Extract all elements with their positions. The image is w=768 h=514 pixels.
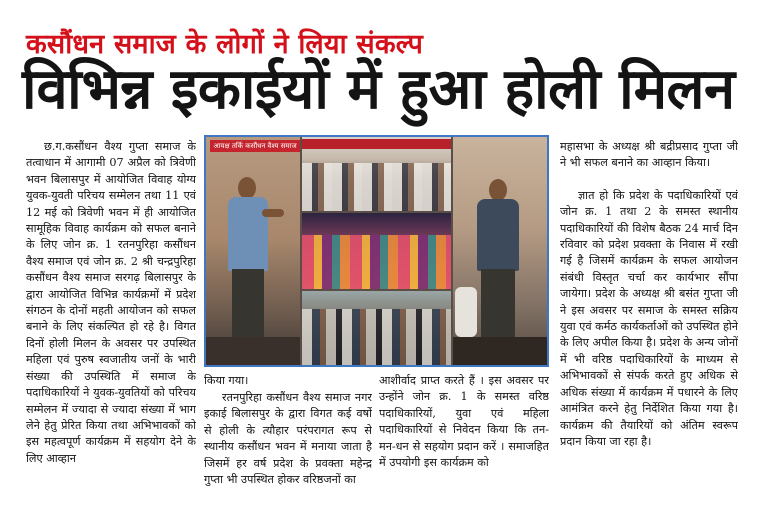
photo-man-speaking-right <box>453 137 547 365</box>
article-column-2 <box>204 390 372 500</box>
kicker-headline: कसौंधन समाज के लोगों ने लिया संकल्प <box>26 29 424 60</box>
paragraph: महासभा के अध्यक्ष श्री बद्रीप्रसाद गुप्ता जी ने भी सफल बनाने का आव्हान किया। <box>560 140 738 170</box>
main-headline: विभिन्न इकाईयों में हुआ होली मिलन <box>22 57 735 122</box>
photo-seated-men <box>302 137 451 211</box>
paragraph: रतनपुरिहा कसौंधन वैश्य समाज नगर इकाई बिलासपुर के द्वारा विगत कई वर्षो से होली के त्यौहार परंपरागत रूप से स्थानीय कसौंधन भवन में मनाया जाता है जिसमें हर वर्ष प्रदेश के प्रवक्ता महेन्द्र गुप्ता भी उपस्थित होकर वरिष्ठजनों का <box>204 391 372 487</box>
article-column-3 <box>379 373 549 501</box>
article-column-2-top <box>204 373 372 389</box>
photo-banner: आयक्ष तर्कि कसौंधन वैश्य समाज <box>210 140 300 152</box>
photo-seated-women <box>302 213 451 289</box>
paragraph: आशीर्वाद प्राप्त करते हैं । इस अवसर पर उन्होंने जोन क्र. 1 के समस्त वरिष्ठ पदाधिकारियों, युवा एवं महिला पदाधिकारियों से निवेदन किया कि तन-मन-धन से सहयोग प्रदान करें । समाजहित में उपयोगी इस कार्यक्रम को <box>379 374 549 470</box>
paragraph: छ.ग.कसौंधन वैश्य गुप्ता समाज के तत्वाधान में आगामी 07 अप्रैल को त्रिवेणी भवन बिलासपुर में आयोजित विवाह योग्य युवक-युवती परिचय सम्मेलन तथा 11 एवं 12 मई को त्रिवेणी भवन में ही आयोजित सामूहिक विवाह कार्यक्रम को सफल बनाने के लिए जोन क्र. 1 रतनपुरिहा कसौंधन वैश्य समाज एवं जोन क्र. 2 श्री चन्द्रपुरिहा कसौंधन वैश्य समाज सरगढ़ बिलासपुर के द्वारा आयोजित विभिन्न कार्यक्रमों में प्रदेश संगठन के दोनों महती आयोजन को सफल बनाने के लिए संकल्पित हो रहे है। विगत दिनों होली मिलन के अवसर पर उपस्थित महिला एवं पुरुष स्वजातीय जनों के भारी संख्या की उपस्थिति में समाज के पदाधिकारियों ने युवक-युवतियों को परिचय सम्मेलन में ज्यादा से ज्यादा संख्या में भाग लेने हेतु प्रेरित किया तथा अभिभावकों को इस महत्वपूर्ण कार्यक्रम में सहयोग देने के लिए आव्हान <box>26 140 196 465</box>
photo-group-gathering <box>302 291 451 365</box>
paragraph: किया गया। <box>204 374 249 387</box>
article-column-1 <box>26 139 196 501</box>
paragraph: ज्ञात हो कि प्रदेश के पदाधिकारियों एवं जोन क्र. 1 तथा 2 के समस्त स्थानीय पदाधिकारियों की विशेष बैठक 24 मार्च दिन रविवार को प्रदेश प्रवक्ता के निवास में रखी गई है जिसमें कार्यक्रम के सफल आयोजन संबंधी विस्तृत चर्चा कर कार्यभार सौंपा जायेगा। प्रदेश के अध्यक्ष श्री बसंत गुप्ता जी ने इस अवसर पर समाज के समस्त सक्रिय युवा एवं कर्मठ कार्यकर्ताओं को उपस्थित होने के लिए अपील किया है। प्रदेश के अन्य जोनों में भी वरिष्ठ पदाधिकारियों के माध्यम से अभिभावकों से संपर्क करते हुए अधिक से अधिक संख्या में कार्यक्रम में पधारने के लिए आमंत्रित करने हेतु निर्देशित किया गया है। कार्यक्रम की तैयारियों को अंतिम स्वरूप प्रदान किया जा रहा है। <box>560 188 738 448</box>
article-column-4 <box>560 139 738 501</box>
photo-man-speaking-left <box>206 137 300 365</box>
news-photo-collage <box>204 135 549 367</box>
